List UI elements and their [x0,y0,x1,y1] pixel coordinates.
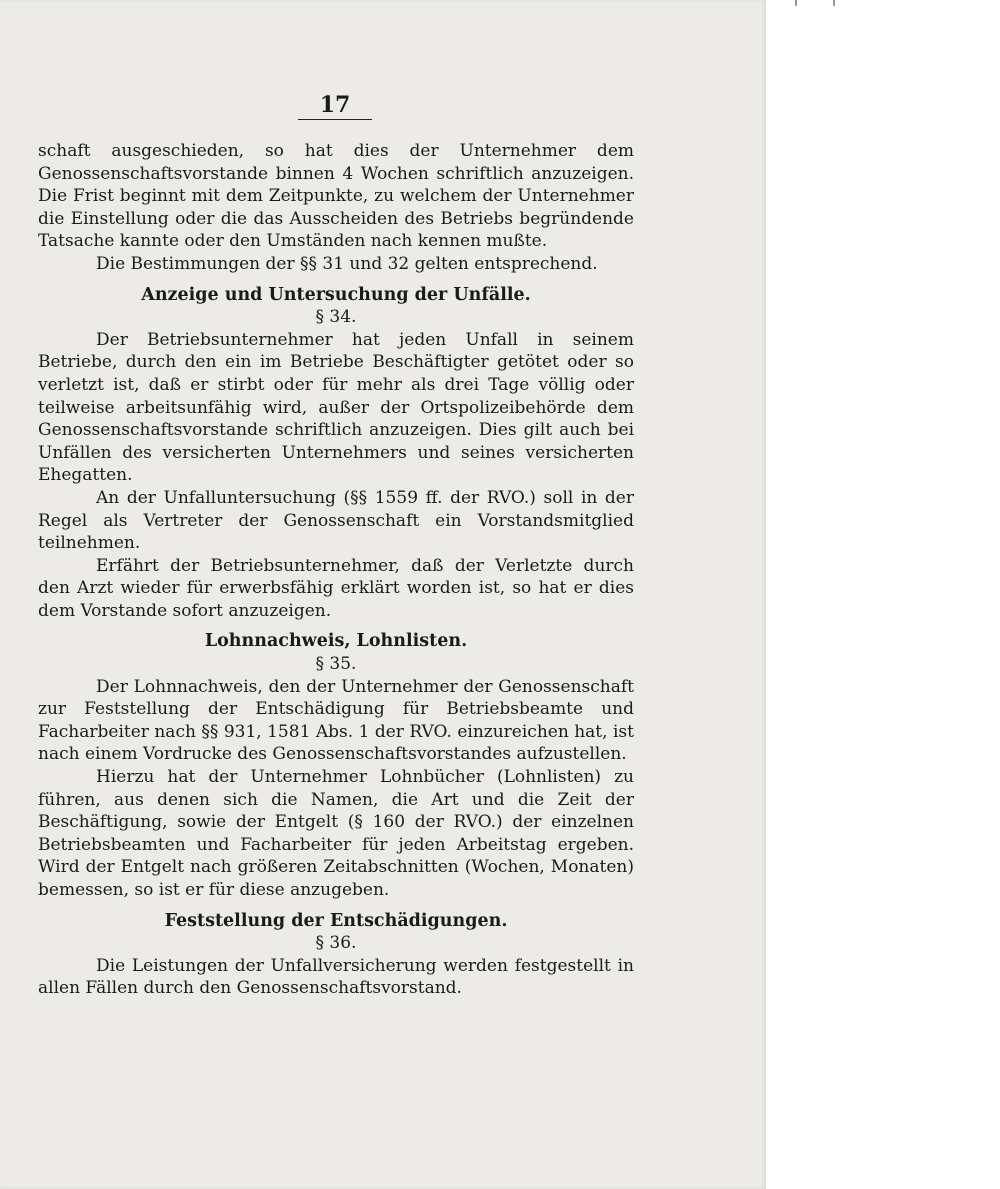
paragraph: Der Betriebsunternehmer hat jeden Unfall in seinem Betriebe, durch den ein im Betriebe Beschäftigter getötet oder so verletzt ist, daß er stirbt oder für mehr als drei Tage völlig oder teilweise arbeitsunfähig wird, außer der Ortspolizeibehörde dem Genossenschaftsvorstande schriftlich anzuzeigen. Dies gilt auch bei Unfällen des versicherten Unternehmers und seines versicherten Ehegatten. [38,329,634,486]
paragraph-number: § 36. [315,933,357,954]
paragraph: An der Unfalluntersuchung (§§ 1559 ff. der RVO.) soll in der Regel als Vertreter der Genossenschaft ein Vorstandsmitglied teilnehmen. [38,487,634,554]
paragraph: Der Lohnnachweis, den der Unternehmer der Genossenschaft zur Feststellung der Entschädigung für Betriebsbeamte und Facharbeiter nach §§ 931, 1581 Abs. 1 der RVO. einzureichen hat, ist nach einem Vordrucke des Genossenschaftsvorstandes aufzustellen. [38,676,634,765]
paragraph: Die Leistungen der Unfallversicherung werden festgestellt in allen Fällen durch den Genossenschaftsvorstand. [38,955,634,999]
paragraph: Hierzu hat der Unternehmer Lohnbücher (Lohnlisten) zu führen, aus denen sich die Namen, die Art und die Zeit der Beschäftigung, sowie der Entgelt (§ 160 der RVO.) der einzelnen Betriebsbeamten und Facharbeiter für jeden Arbeitstag ergeben. Wird der Entgelt nach größeren Zeitabschnitten (Wochen, Monaten) bemessen, so ist er für diese anzugeben. [38,767,634,900]
section-heading: Lohnnachweis, Lohnlisten. [204,631,468,652]
page-number-rule [298,119,372,120]
paragraph: Die Bestimmungen der §§ 31 und 32 gelten entsprechend. [96,253,598,274]
paragraph: Erfährt der Betriebsunternehmer, daß der Verletzte durch den Arzt wieder für erwerbsfähig erklärt worden ist, so hat er dies dem Vorstande sofort anzuzeigen. [38,555,634,621]
paragraph: schaft ausgeschieden, so hat dies der Unternehmer dem Genossenschaftsvorstande binnen 4 Wochen schriftlich anzuzeigen. Die Frist beginnt mit dem Zeitpunkte, zu welchem der Unternehmer die Einstellung oder die das Ausscheiden des Betriebs begründende Tatsache kannte oder den Umständen nach kennen mußte. [38,141,634,252]
page-number: 17 [319,92,351,118]
section-heading: Anzeige und Untersuchung der Unfälle. [141,284,531,305]
paragraph-number: § 35. [315,654,357,675]
section-heading: Feststellung der Entschädigungen. [164,910,508,931]
scan-edge-mark [795,0,835,6]
body-text [38,140,634,1000]
paragraph-number: § 34. [315,307,357,328]
